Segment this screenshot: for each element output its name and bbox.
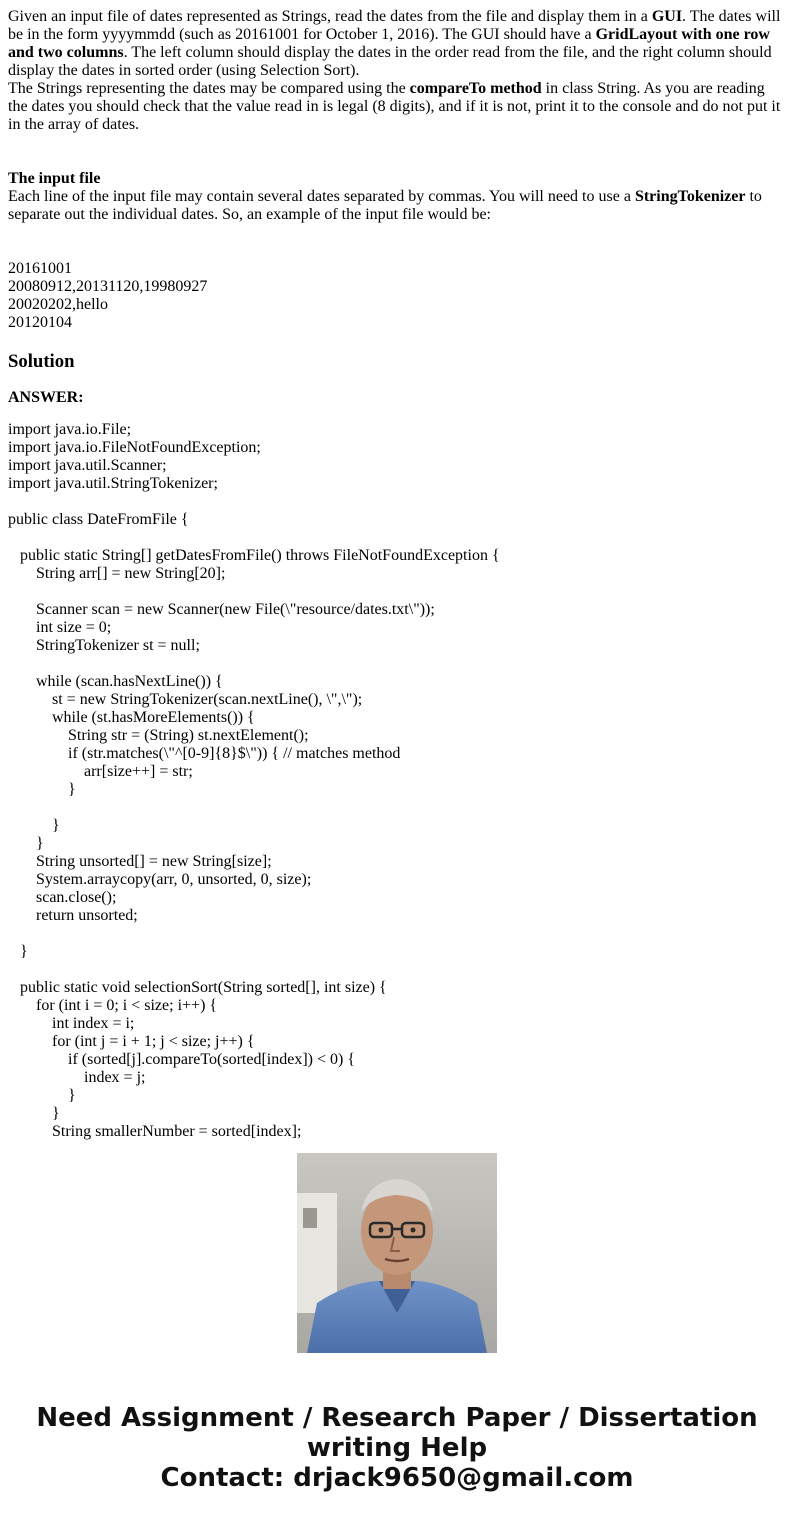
intro-paragraph: Given an input file of dates represented as Strings, read the dates from the file and display them in a GUI. The dates will be in the form yyyymmdd (such as 20161001 for October 1, 2016). The GUI should have a GridLayout with one row and two columns. The left column should display the dates in the order read from the file, and the right column should display the dates in sorted order (using Selection Sort). [8,8,781,79]
banner-line: Need Assignment / Research Paper / Dissertation [36,1403,758,1433]
example-line: 20020202,hello [8,296,108,313]
example-line: 20080912,20131120,19980927 [8,278,208,295]
code-line: String smallerNumber = sorted[index]; [8,1123,302,1140]
answer-label: ANSWER: [8,389,84,406]
code-line: System.arraycopy(arr, 0, unsorted, 0, size); [8,871,312,888]
code-line: Scanner scan = new Scanner(new File(\"resource/dates.txt\")); [8,601,435,618]
code-line: } [8,817,60,834]
code-line: import java.io.File; [8,421,132,438]
input-file-description: Each line of the input file may contain several dates separated by commas. You will need to use a StringTokenizer to separate out the individual dates. So, an example of the input file would be: [8,188,762,223]
code-line: StringTokenizer st = null; [8,637,200,654]
code-line [8,583,786,601]
code-line [8,961,786,979]
code-line: while (st.hasMoreElements()) { [8,709,255,726]
code-line: public static void selectionSort(String sorted[], int size) { [8,979,387,996]
code-line: scan.close(); [8,889,117,906]
question-body [8,8,786,407]
contact-banner [0,1403,794,1493]
code-line: public static String[] getDatesFromFile() throws FileNotFoundException { [8,547,500,564]
contact-email: Contact: drjack9650@gmail.com [160,1463,634,1493]
code-line [8,925,786,943]
code-line: st = new StringTokenizer(scan.nextLine(), \",\"); [8,691,363,708]
code-line [8,799,786,817]
code-line [8,655,786,673]
code-block [8,421,786,1140]
code-line: public class DateFromFile { [8,511,189,528]
code-line: } [8,1105,60,1122]
code-line: } [8,943,28,960]
code-line: int index = i; [8,1015,135,1032]
code-line: if (sorted[j].compareTo(sorted[index]) < 0) { [8,1051,356,1068]
code-line [8,529,786,547]
example-line: 20161001 [8,260,72,277]
code-line: } [8,835,44,852]
code-line: String unsorted[] = new String[size]; [8,853,272,870]
code-line: import java.io.FileNotFoundException; [8,439,261,456]
code-line: if (str.matches(\"^[0-9]{8}$\")) { // matches method [8,745,401,762]
solution-heading: Solution [8,351,75,372]
code-line: index = j; [8,1069,146,1086]
person-photo-icon [297,1153,497,1353]
code-line: return unsorted; [8,907,138,924]
code-line: String arr[] = new String[20]; [8,565,226,582]
code-line: for (int j = i + 1; j < size; j++) { [8,1033,255,1050]
code-line: String str = (String) st.nextElement(); [8,727,309,744]
code-line: for (int i = 0; i < size; i++) { [8,997,218,1014]
code-line: import java.util.StringTokenizer; [8,475,218,492]
code-line: } [8,781,76,798]
code-line: int size = 0; [8,619,112,636]
banner-line: writing Help [306,1433,488,1463]
code-line: while (scan.hasNextLine()) { [8,673,223,690]
code-line [8,493,786,511]
code-line: } [8,1087,76,1104]
compare-paragraph: The Strings representing the dates may be compared using the compareTo method in class String. As you are reading the dates you should check that the value read in is legal (8 digits), and if it is not, print it to the console and do not put it in the array of dates. [8,80,781,133]
example-input [8,260,786,332]
input-file-heading: The input file [8,170,101,187]
code-line: import java.util.Scanner; [8,457,167,474]
example-line: 20120104 [8,314,72,331]
code-line: arr[size++] = str; [8,763,193,780]
